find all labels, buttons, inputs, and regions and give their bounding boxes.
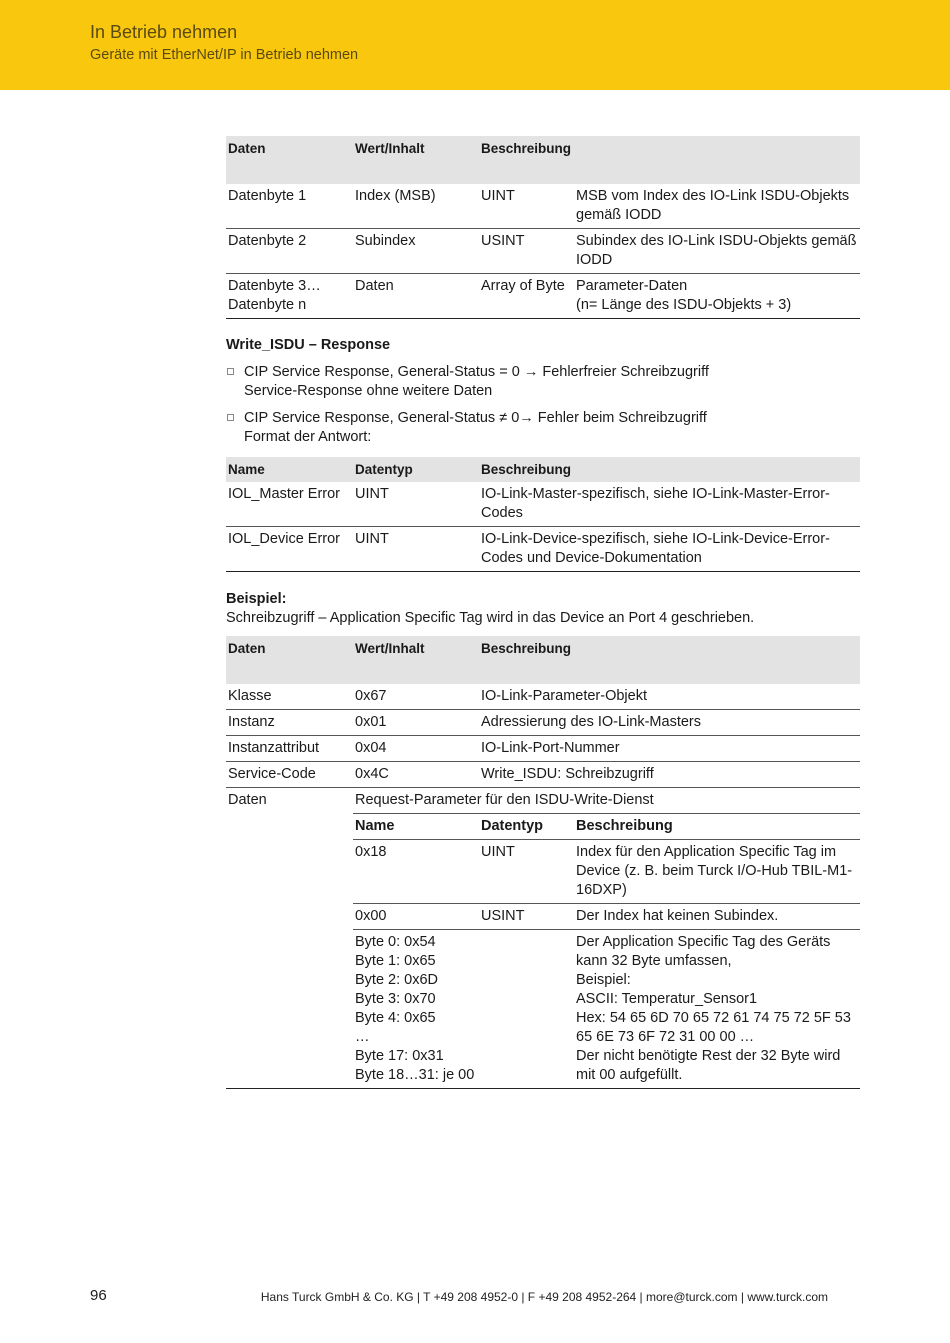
page-number: 96 [90,1287,107,1304]
table-row [226,762,860,788]
table-cell: Request-Parameter für den ISDU-Write-Dienst [353,788,860,814]
table-row [226,736,860,762]
sub-header-cell: Beschreibung [574,814,860,840]
table-header-cell: Daten [226,136,353,184]
table-cell: IO-Link-Port-Nummer [479,736,860,762]
table-header-cell: Daten [226,636,353,684]
table-cell: IO-Link-Master-spezifisch, siehe IO-Link-Master-Error-Codes [481,486,830,521]
table-header-cell: Beschreibung [479,636,860,684]
table-header-cell: Wert/Inhalt [353,636,479,684]
bullet-item [226,363,860,401]
table-header-cell: Beschreibung [479,457,860,482]
request-table [226,136,860,319]
table-cell: Datenbyte 1 [228,188,307,204]
table-cell: IOL_Device Error [226,527,353,572]
bullet-text: Service-Response ohne weitere Daten [244,383,493,399]
bullet-text: CIP Service Response, General-Status ≠ 0 [244,410,520,426]
table-header-cell: Datentyp [353,457,479,482]
table-row [226,788,860,814]
table-cell: Adressierung des IO-Link-Masters [479,710,860,736]
table-cell: MSB vom Index des IO-Link ISDU-Objekts gemäß IODD [576,188,850,223]
table-row [226,527,860,572]
table-cell [479,930,574,1089]
table-row [226,184,860,229]
page-header [0,0,950,90]
table-cell: 0x67 [355,688,387,704]
table-cell: Instanzattribut [226,736,353,762]
table-cell: Parameter-Daten (n= Länge des ISDU-Objekts + 3) [574,274,860,319]
bullet-text: Fehler beim Schreibzugriff [533,410,707,426]
table-cell: Datenbyte 2 [226,229,353,274]
table-cell: 0x00 [353,904,479,930]
table-cell: Service-Code [226,762,353,788]
header-title: In Betrieb nehmen [90,22,238,42]
table-cell: Subindex [353,229,479,274]
bullet-text: Format der Antwort: [244,429,372,445]
error-table [226,457,860,572]
table-cell: Byte 0: 0x54 Byte 1: 0x65 Byte 2: 0x6D Byte 3: 0x70 Byte 4: 0x65 … Byte 17: 0x31 Byte 18…31: je 00 [353,930,479,1089]
table-cell: Instanz [226,710,353,736]
bullet-text: CIP Service Response, General-Status = 0 [244,364,524,380]
sub-header-cell: Datentyp [479,814,574,840]
table-cell: UINT [353,527,479,572]
table-cell: 0x01 [353,710,479,736]
table-cell: 0x18 [353,840,479,904]
table-header-cell: Name [226,457,353,482]
table-row [226,229,860,274]
table-row [226,684,860,710]
table-cell: IO-Link-Device-spezifisch, siehe IO-Link-Device-Error-Codes und Device-Dokumentation [479,527,860,572]
bullet-square-icon [227,368,234,375]
table-cell: 0x4C [353,762,479,788]
table-cell: Daten [353,274,479,319]
table-cell: Der Application Specific Tag des Geräts kann 32 Byte umfassen, Beispiel: ASCII: Temperatur_Sensor1 Hex: 54 65 6D 70 65 72 61 74 75 72 5F 53 65 6E 73 6F 72 31 00 00 … Der nicht benötigte Rest der 32 Byte wird mit 00 aufgefüllt. [574,930,860,1089]
table-cell: Der Index hat keinen Subindex. [574,904,860,930]
table-cell: USINT [479,229,574,274]
example-text: Schreibzugriff – Application Specific Tag wird in das Device an Port 4 geschrieben. [226,610,755,626]
table-cell: Index für den Application Specific Tag im Device (z. B. beim Turck I/O-Hub TBIL-M1-16DXP) [574,840,860,904]
table-cell: 0x04 [353,736,479,762]
main-content [226,136,860,1089]
table-cell: IOL_Master Error [228,486,340,502]
table-cell: USINT [479,904,574,930]
bullet-square-icon [227,414,234,421]
table-header-cell [574,136,860,184]
response-title: Write_ISDU – Response [226,337,391,353]
arrow-right-icon: → [523,364,539,380]
example-title: Beispiel: [226,591,287,607]
bullet-item [226,409,860,447]
footer-contact: Hans Turck GmbH & Co. KG | T +49 208 4952-0 | F +49 208 4952-264 | more@turck.com | www.turck.com [260,1290,828,1304]
table-cell: Index (MSB) [355,188,436,204]
table-row [226,274,860,319]
table-cell: Datenbyte 3… Datenbyte n [226,274,353,319]
table-row [226,482,860,527]
header-subtitle: Geräte mit EtherNet/IP in Betrieb nehmen [90,47,359,63]
table-row [226,710,860,736]
table-header-cell: Beschreibung [479,136,574,184]
table-cell: Array of Byte [479,274,574,319]
table-cell: Write_ISDU: Schreibzugriff [479,762,860,788]
table-cell: Klasse [228,688,272,704]
sub-header-cell: Name [353,814,479,840]
table-cell: Subindex des IO-Link ISDU-Objekts gemäß IODD [574,229,860,274]
table-cell: UINT [355,486,389,502]
table-cell: IO-Link-Parameter-Objekt [481,688,647,704]
table-cell: Daten [226,788,353,1089]
arrow-right-icon: → [519,410,534,426]
table-header-cell: Wert/Inhalt [353,136,479,184]
bullet-text: Fehlerfreier Schreibzugriff [538,364,709,380]
example-table [226,636,860,1089]
table-cell: UINT [479,840,574,904]
table-cell: UINT [481,188,515,204]
